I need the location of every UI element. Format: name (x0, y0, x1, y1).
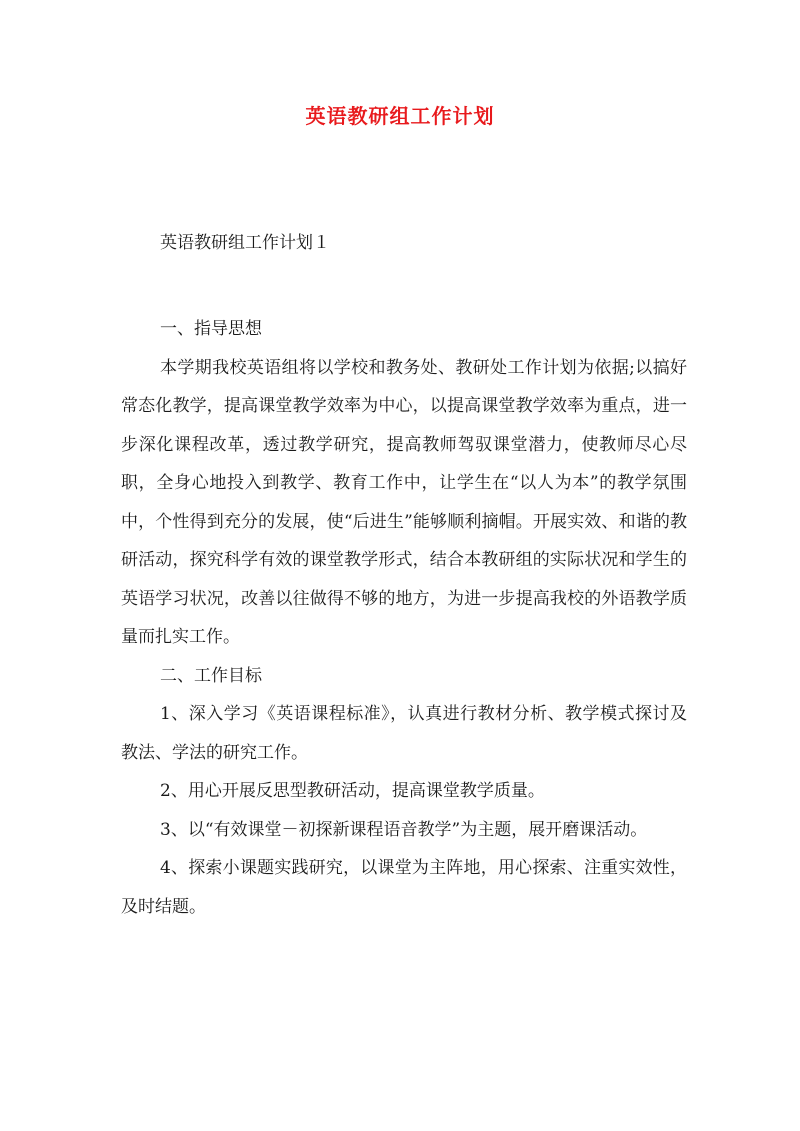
list-item-goal-1: 1、深入学习《英语课程标准》，认真进行教材分析、教学模式探讨及教法、学法的研究工作。 (121, 704, 687, 763)
document-body (121, 310, 687, 926)
section-heading-guiding-ideology: 一、指导思想 (160, 319, 262, 339)
document-title: 英语教研组工作计划 (305, 104, 495, 128)
list-item-goal-2: 2、用心开展反思型教研活动，提高课堂教学质量。 (160, 781, 545, 801)
list-item-goal-3: 3、以“有效课堂－初探新课程语音教学”为主题，展开磨课活动。 (160, 819, 648, 840)
section-heading-work-goals: 二、工作目标 (160, 665, 262, 686)
document-subtitle: 英语教研组工作计划１ (160, 233, 330, 253)
list-item-goal-4: 4、探索小课题实践研究，以课堂为主阵地，用心探索、注重实效性，及时结题。 (121, 858, 687, 917)
section-paragraph-guiding-ideology: 本学期我校英语组将以学校和教务处、教研处工作计划为依据;以搞好常态化教学，提高课堂教学效率为中心，以提高课堂教学效率为重点，进一步深化课程改革，透过教学研究，提高教师驾驭课堂潜力，使教师尽心尽职，全身心地投入到教学、教育工作中，让学生在“以人为本”的教学氛围中，个性得到充分的发展，使“后进生”能够顺利摘帽。开展实效、和谐的教研活动，探究科学有效的课堂教学形式，结合本教研组的实际状况和学生的英语学习状况，改善以往做得不够的地方，为进一步提高我校的外语教学质量而扎实工作。 (121, 357, 687, 647)
